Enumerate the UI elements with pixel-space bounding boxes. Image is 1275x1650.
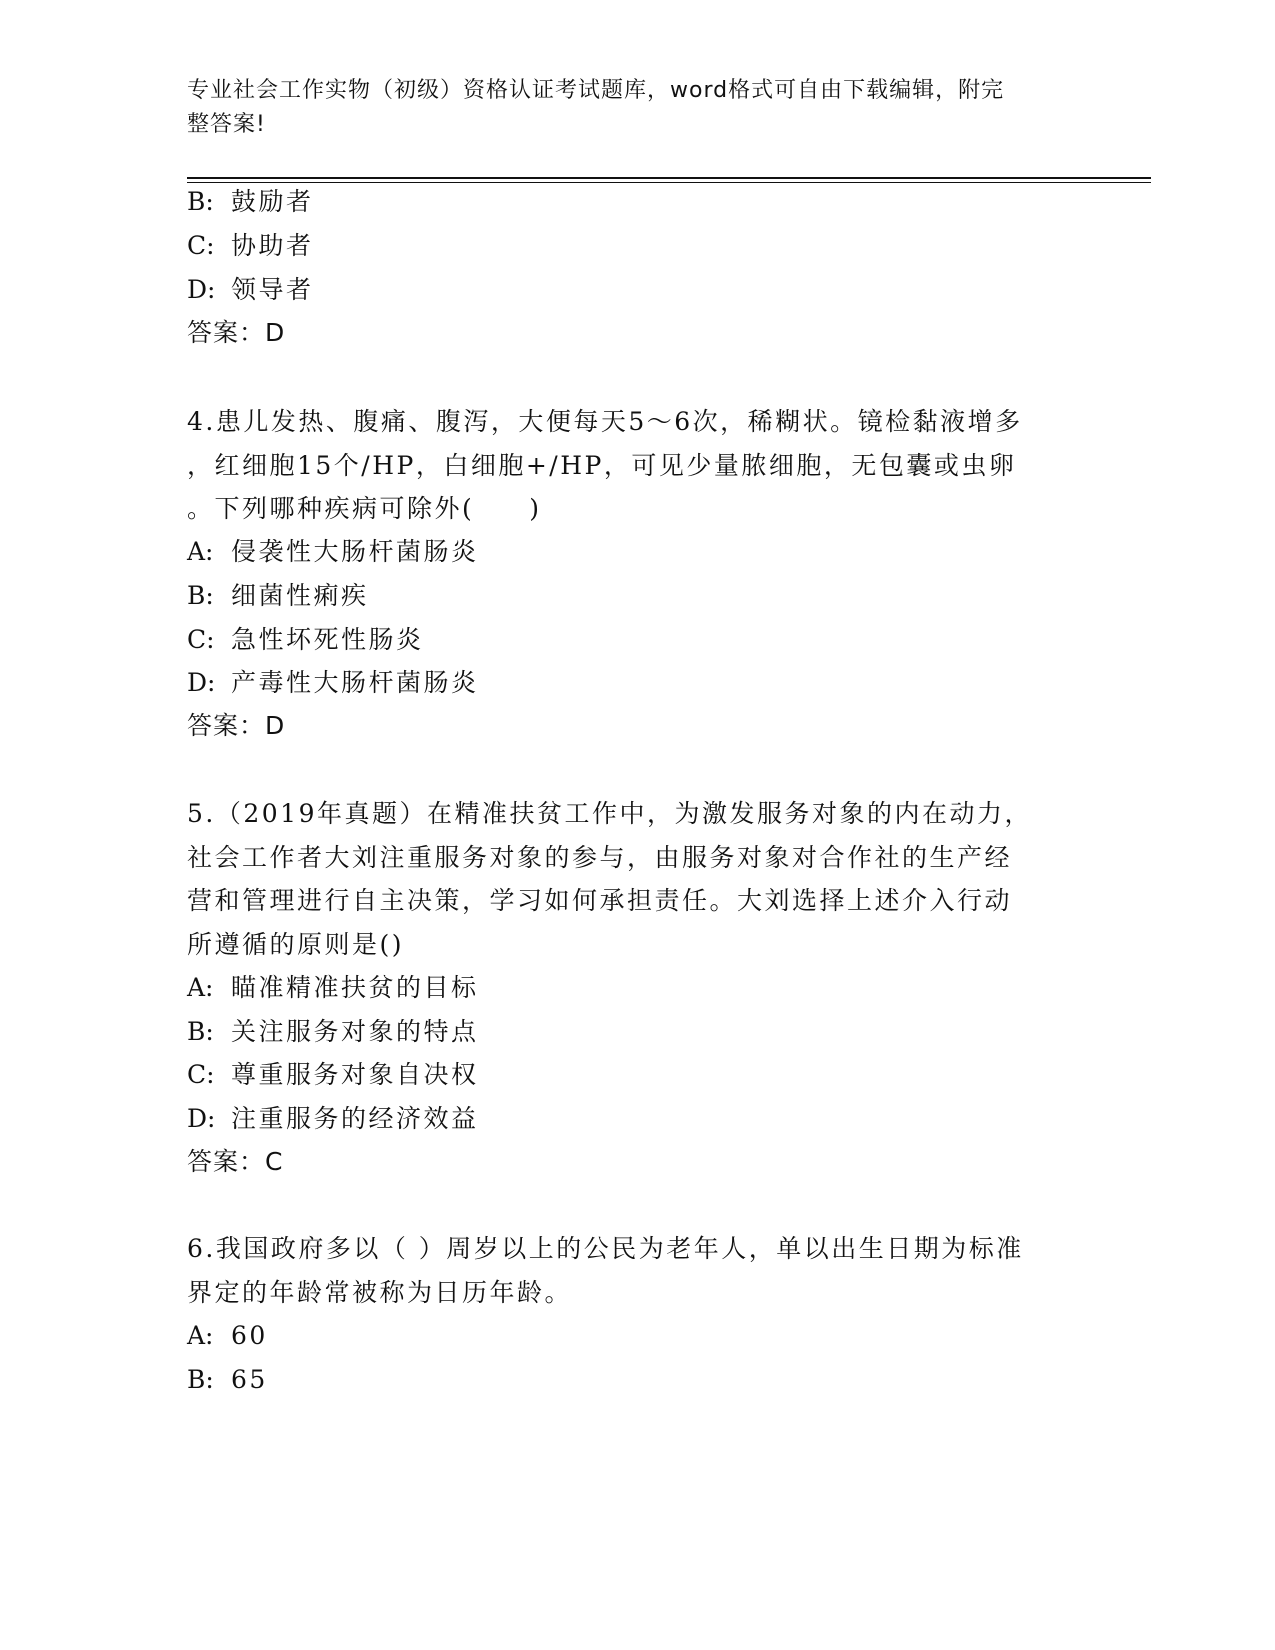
option-text: 侵袭性大肠杆菌肠炎: [231, 537, 479, 566]
option-letter: D:: [187, 1104, 216, 1133]
q5-option-d: [187, 1104, 479, 1134]
option-text: 尊重服务对象自决权: [231, 1060, 479, 1089]
option-text: 急性坏死性肠炎: [231, 625, 424, 654]
q4-answer: 答案：D: [187, 711, 286, 740]
q3-option-c: [187, 231, 314, 261]
option-text: 关注服务对象的特点: [231, 1017, 479, 1046]
q6-option-a: [187, 1321, 268, 1351]
q5-answer: 答案：C: [187, 1147, 284, 1176]
q4-stem-line-1: 4.患儿发热、腹痛、腹泻，大便每天5～6次，稀糊状。镜检黏液增多: [187, 407, 1023, 436]
q5-option-b: [187, 1017, 479, 1047]
q4-option-d: [187, 668, 479, 698]
option-letter: A:: [187, 973, 214, 1002]
option-letter: A:: [187, 537, 214, 566]
header-line-1: 专业社会工作实物（初级）资格认证考试题库，word格式可自由下载编辑，附完: [187, 78, 1005, 103]
option-text: 产毒性大肠杆菌肠炎: [231, 668, 479, 697]
option-text: 鼓励者: [231, 187, 314, 216]
option-letter: C:: [187, 231, 215, 260]
option-letter: B:: [187, 1365, 214, 1394]
option-letter: A:: [187, 1321, 214, 1350]
option-letter: C:: [187, 625, 215, 654]
option-text: 注重服务的经济效益: [231, 1104, 479, 1133]
header-divider-thick: [187, 177, 1151, 179]
q5-option-c: [187, 1060, 479, 1090]
q5-stem-line-1: 5.（2019年真题）在精准扶贫工作中，为激发服务对象的内在动力，: [187, 799, 1032, 828]
option-letter: D:: [187, 275, 216, 304]
option-text: 瞄准精准扶贫的目标: [231, 973, 479, 1002]
option-letter: D:: [187, 668, 216, 697]
option-text: 65: [231, 1365, 268, 1394]
q6-stem-line-2: 界定的年龄常被称为日历年龄。: [187, 1278, 573, 1307]
header-divider-thin: [187, 182, 1151, 183]
q5-stem-line-4: 所遵循的原则是(): [187, 930, 405, 959]
q4-option-a: [187, 537, 479, 567]
q4-option-b: [187, 581, 369, 611]
q6-stem-line-1: 6.我国政府多以（ ）周岁以上的公民为老年人，单以出生日期为标准: [187, 1234, 1024, 1263]
header-line-2: 整答案!: [187, 112, 266, 137]
option-letter: B:: [187, 187, 214, 216]
option-letter: C:: [187, 1060, 215, 1089]
document-header: [187, 74, 1067, 142]
q5-stem-line-2: 社会工作者大刘注重服务对象的参与，由服务对象对合作社的生产经: [187, 843, 1013, 872]
q3-answer: 答案：D: [187, 318, 286, 347]
option-text: 领导者: [231, 275, 314, 304]
option-text: 60: [231, 1321, 268, 1350]
option-letter: B:: [187, 581, 214, 610]
q4-option-c: [187, 625, 424, 655]
option-text: 协助者: [231, 231, 314, 260]
q3-option-b: [187, 187, 314, 217]
option-letter: B:: [187, 1017, 214, 1046]
q4-stem-line-2: ，红细胞15个/HP，白细胞+/HP，可见少量脓细胞，无包囊或虫卵: [187, 451, 1017, 480]
q4-stem-line-3: 。下列哪种疾病可除外( ): [187, 494, 542, 523]
q5-option-a: [187, 973, 479, 1003]
option-text: 细菌性痢疾: [231, 581, 369, 610]
q5-stem-line-3: 营和管理进行自主决策，学习如何承担责任。大刘选择上述介入行动: [187, 886, 1013, 915]
q6-option-b: [187, 1365, 268, 1395]
q3-option-d: [187, 275, 314, 305]
